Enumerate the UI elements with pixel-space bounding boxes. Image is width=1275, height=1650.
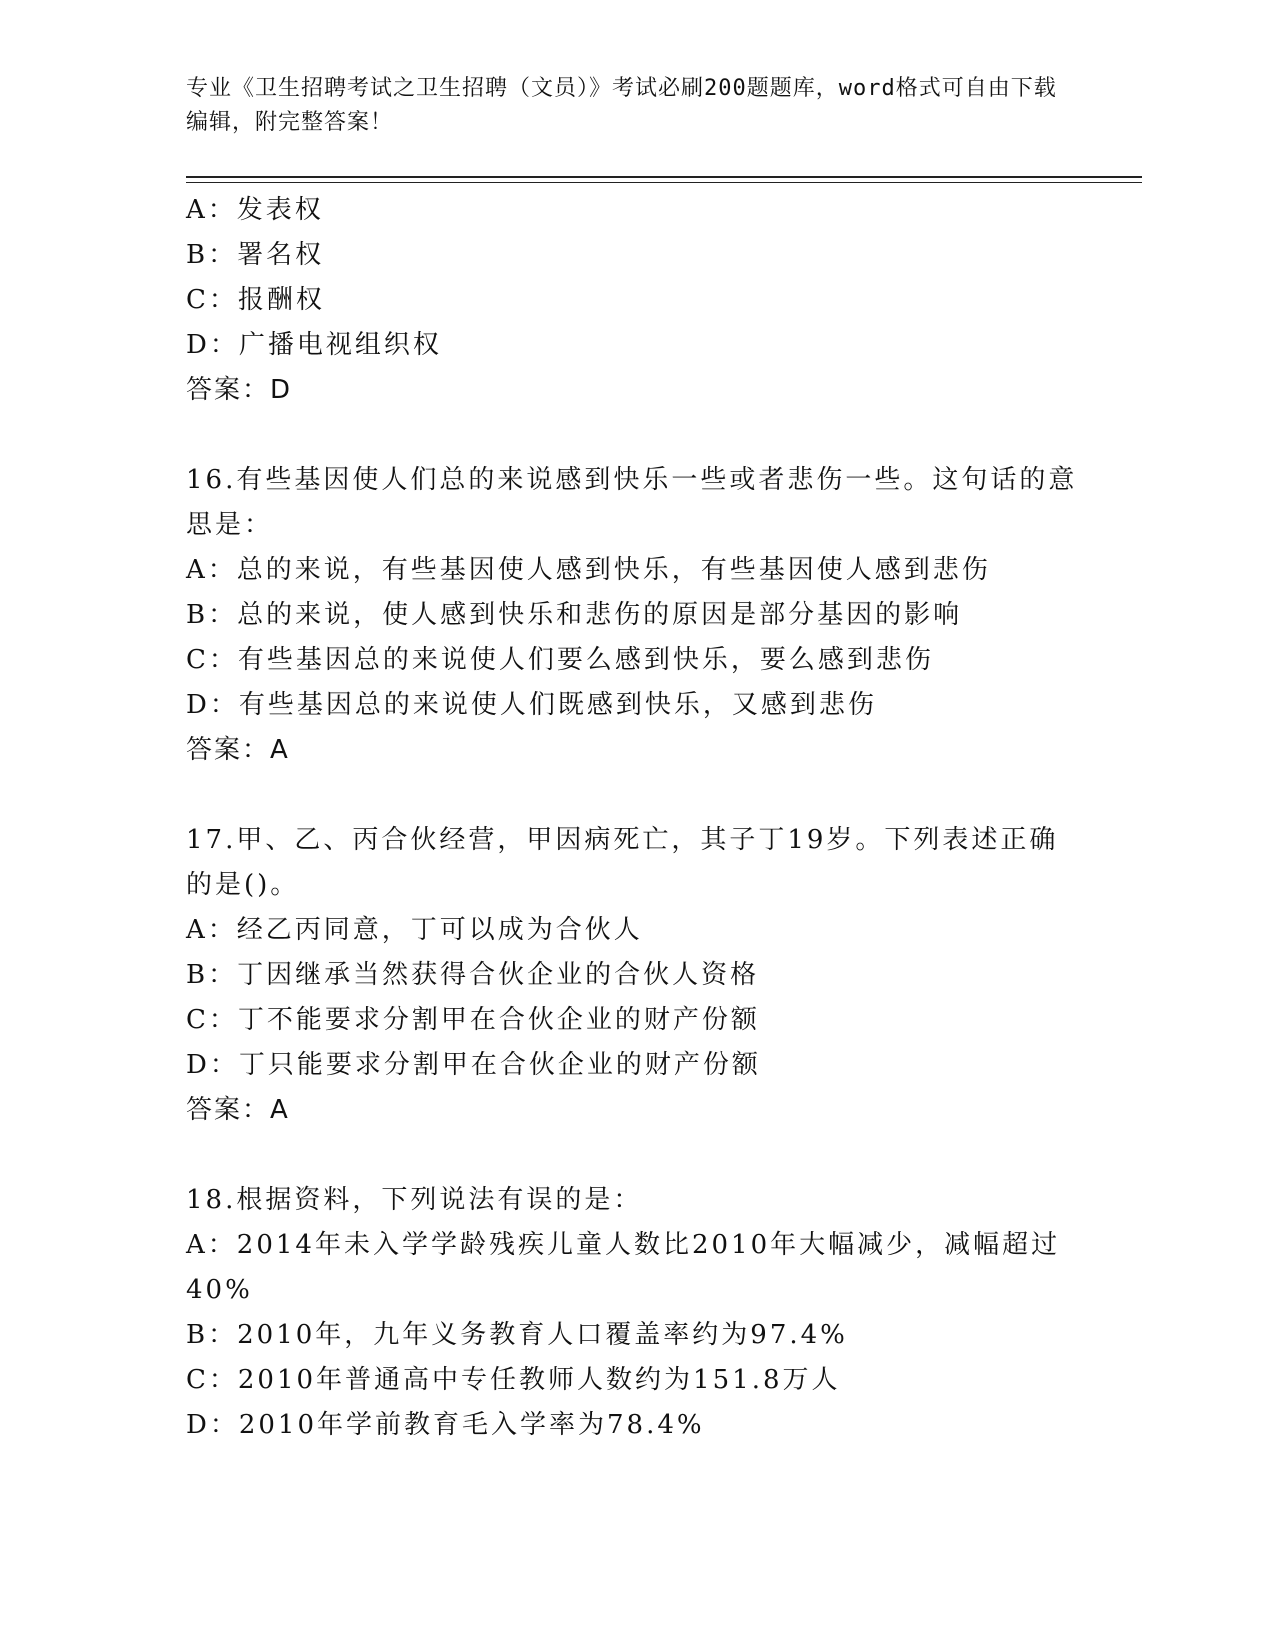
option-b: B：2010年，九年义务教育人口覆盖率约为97.4% xyxy=(186,1320,848,1350)
option-a: A：总的来说，有些基因使人感到快乐，有些基因使人感到悲伤 xyxy=(186,555,991,585)
option-b: B：总的来说，使人感到快乐和悲伤的原因是部分基因的影响 xyxy=(186,600,963,630)
option-d: D：丁只能要求分割甲在合伙企业的财产份额 xyxy=(186,1050,761,1080)
question-stem: 17.甲、乙、丙合伙经营，甲因病死亡，其子丁19岁。下列表述正确的是()。 xyxy=(186,825,1059,900)
option-d: D：有些基因总的来说使人们既感到快乐，又感到悲伤 xyxy=(186,690,877,720)
option-c: C：2010年普通高中专任教师人数约为151.8万人 xyxy=(186,1365,841,1395)
question-stem: 18.根据资料，下列说法有误的是： xyxy=(186,1185,643,1215)
option-a: A：2014年未入学学龄残疾儿童人数比2010年大幅减少，减幅超过40% xyxy=(186,1230,1061,1305)
question-content xyxy=(186,188,1086,1448)
question-stem: 16.有些基因使人们总的来说感到快乐一些或者悲伤一些。这句话的意思是： xyxy=(186,465,1078,540)
option-a: A：发表权 xyxy=(186,195,324,225)
option-b: B：署名权 xyxy=(186,240,325,270)
answer: 答案：A xyxy=(186,735,290,765)
question-16 xyxy=(186,458,1086,773)
option-a: A：经乙丙同意，丁可以成为合伙人 xyxy=(186,915,643,945)
question-17 xyxy=(186,818,1086,1133)
partial-question xyxy=(186,188,1086,413)
header-rule-thin xyxy=(186,182,1142,183)
option-b: B：丁因继承当然获得合伙企业的合伙人资格 xyxy=(186,960,760,990)
option-c: C：有些基因总的来说使人们要么感到快乐，要么感到悲伤 xyxy=(186,645,934,675)
answer: 答案：A xyxy=(186,1095,290,1125)
option-c: C：报酬权 xyxy=(186,285,325,315)
option-c: C：丁不能要求分割甲在合伙企业的财产份额 xyxy=(186,1005,760,1035)
header-rule xyxy=(186,176,1142,178)
document-header: 专业《卫生招聘考试之卫生招聘（文员）》考试必刷200题题库，word格式可自由下载编辑，附完整答案！ xyxy=(186,76,1057,135)
answer: 答案：D xyxy=(186,375,293,405)
option-d: D：广播电视组织权 xyxy=(186,330,442,360)
option-d: D：2010年学前教育毛入学率为78.4% xyxy=(186,1410,705,1440)
question-18 xyxy=(186,1178,1086,1448)
